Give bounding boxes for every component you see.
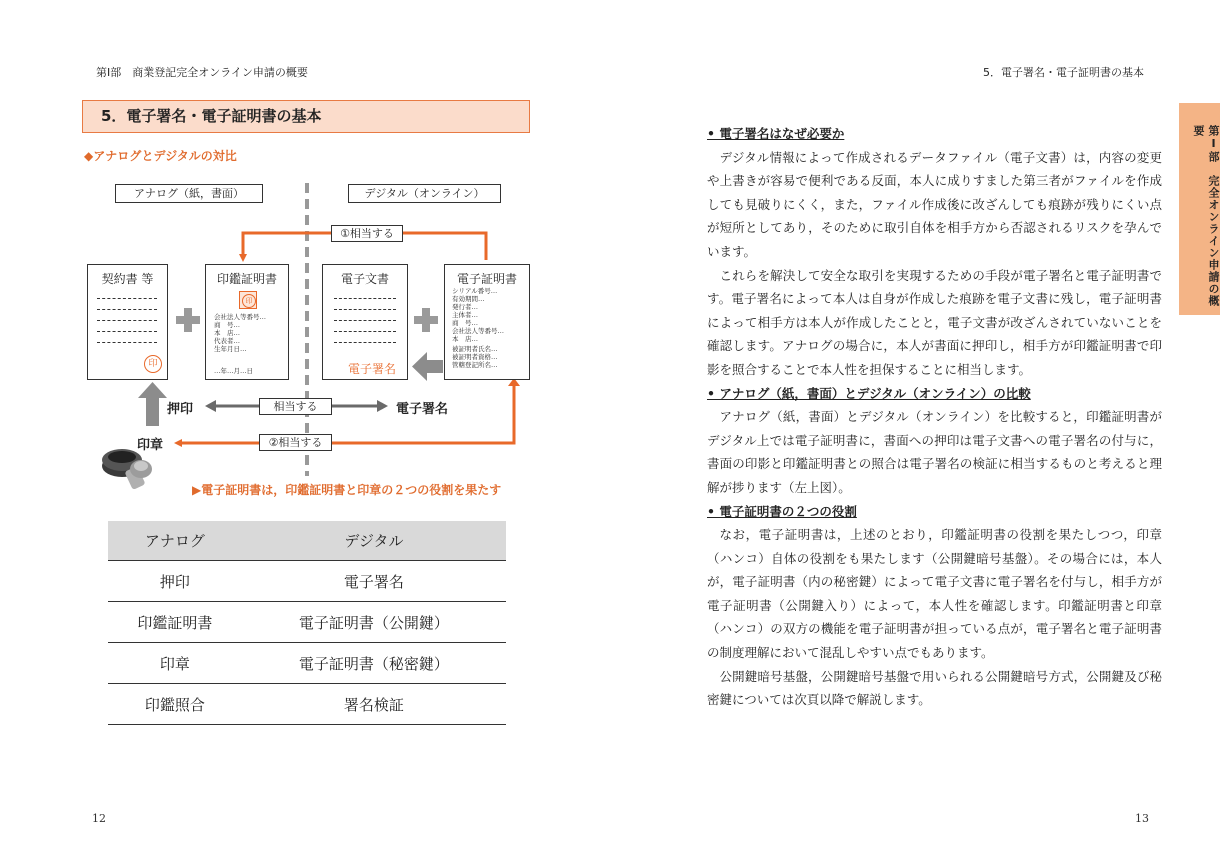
seal-mark-icon: 印: [242, 294, 256, 308]
correspond-arrow-2: [178, 385, 514, 443]
table-cell: 押印: [108, 561, 242, 602]
diagram-caption: ▶電子証明書は，印鑑証明書と印章の２つの役割を果たす: [192, 483, 502, 497]
table-cell: 署名検証: [242, 684, 506, 725]
seal-cert-line: …年…月…日: [214, 367, 253, 375]
table-header: アナログ: [108, 521, 242, 561]
plus-icon-left: [176, 308, 200, 332]
e-cert-line: 有効期間…: [452, 295, 485, 303]
e-cert-line: シリアル番号…: [452, 287, 498, 295]
e-cert-line: 主体者…: [452, 311, 478, 319]
seal-impression-icon: 印: [144, 355, 162, 373]
body-text: [707, 122, 1162, 712]
e-cert-line: 会社法人等番号…: [452, 327, 504, 335]
e-doc-title: 電子文書: [340, 272, 389, 286]
comparison-table: [108, 521, 506, 725]
table-row: [108, 602, 506, 643]
side-tab-text: 第Ⅰ部 完全オンライン申請の概要: [1192, 125, 1220, 307]
table-cell: 電子署名: [242, 561, 506, 602]
e-cert-title: 電子証明書: [456, 272, 517, 286]
correspond-label-2: ②相当する: [259, 434, 332, 451]
section-heading: • 電子証明書の２つの役割: [707, 503, 857, 519]
seal-stamp-illustration: [102, 449, 152, 490]
seal-cert-title: 印鑑証明書: [216, 272, 277, 286]
push-seal-label: 押印: [167, 402, 194, 417]
seal-stamp-label: 印章: [137, 438, 164, 453]
paragraph: アナログ（紙，書面）とデジタル（オンライン）を比較すると，印鑑証明書がデジタル上では電子証明書に，書面への押印は電子文書への電子署名の付与に，書面の印影と印鑑証明書との照合は電子署名の検証に相当するものと考えると理解が捗ります（左上図）。: [707, 409, 1162, 495]
e-cert-line: 被証明者資格…: [452, 353, 498, 361]
electronic-document: [322, 264, 408, 380]
e-cert-line: 発行者…: [452, 303, 478, 311]
e-cert-line: 商 号…: [452, 319, 478, 327]
e-signature-label: 電子署名: [396, 402, 449, 417]
e-signature-stamp: 電子署名: [348, 362, 397, 376]
analog-label: アナログ（紙，書面）: [115, 184, 263, 203]
paragraph: これらを解決して安全な取引を実現するための手段が電子署名と電子証明書です。電子署名によって本人は自身が作成した痕跡を電子文書に残し，電子証明書によって相手方は本人が作成したことと，電子文書が改ざんされていないことを確認します。アナログの場合に，本人が書面に押印し，相手方が印鑑証明書で印影を照合することで本人性を担保することに相当します。: [707, 267, 1162, 377]
diagram-subheading: ◆アナログとデジタルの対比: [84, 149, 237, 163]
seal-cert-line: 本 店…: [214, 329, 240, 337]
contract-title: 契約書 等: [101, 272, 154, 286]
e-cert-line: 本 店…: [452, 335, 478, 343]
table-cell: 印鑑照合: [108, 684, 242, 725]
table-header: デジタル: [242, 521, 506, 561]
e-cert-line: 被証明者氏名…: [452, 345, 498, 353]
right-page-number: 13: [1135, 812, 1149, 825]
left-page-number: 12: [92, 812, 106, 825]
section-heading: • 電子署名はなぜ必要か: [707, 126, 845, 141]
seal-cert-line: 商 号…: [214, 321, 240, 329]
table-cell: 印鑑証明書: [108, 602, 242, 643]
table-cell: 電子証明書（公開鍵）: [242, 602, 506, 643]
e-cert-line: 管轄登記所名…: [452, 361, 498, 369]
table-row: [108, 561, 506, 602]
seal-certificate-document: [205, 264, 289, 380]
table-row: [108, 684, 506, 725]
paragraph: なお，電子証明書は，上述のとおり，印鑑証明書の役割を果たしつつ，印章（ハンコ）自体の役割をも果たします（公開鍵暗号基盤）。その場合には，本人が，電子証明書（内の秘密鍵）によって電子文書に電子署名を付与し，相手方が電子証明書（公開鍵入り）によって，本人性を確認します。印鑑証明書と印章（ハンコ）の双方の機能を電子証明書が担っている点が，電子署名と電子証明書の制度理解において混乱しやすい点でもあります。: [707, 527, 1162, 661]
seal-stamp-box: [239, 291, 257, 309]
part-side-tab: [1179, 103, 1220, 315]
digital-label: デジタル（オンライン）: [348, 184, 501, 203]
seal-cert-line: 代表者…: [214, 337, 240, 345]
paragraph: 公開鍵暗号基盤，公開鍵暗号基盤で用いられる公開鍵暗号方式，公開鍵及び秘密鍵については次頁以降で解説します。: [707, 668, 1162, 708]
electronic-certificate-document: [444, 264, 530, 380]
left-running-head: 第Ⅰ部 商業登記完全オンライン申請の概要: [96, 66, 308, 79]
table-cell: 電子証明書（秘密鍵）: [242, 643, 506, 684]
right-running-head: 5．電子署名・電子証明書の基本: [983, 66, 1144, 79]
correspond-label-mid: 相当する: [259, 398, 332, 415]
cert-to-doc-arrow: [425, 360, 443, 373]
contract-document: [87, 264, 168, 380]
table-cell: 印章: [108, 643, 242, 684]
section-heading: • アナログ（紙，書面）とデジタル（オンライン）の比較: [707, 385, 1031, 401]
stamp-up-arrow: [146, 396, 159, 426]
correspond-label-1: ①相当する: [331, 225, 403, 242]
table-row: [108, 643, 506, 684]
seal-cert-line: 生年月日…: [214, 345, 247, 353]
paragraph: デジタル情報によって作成されるデータファイル（電子文書）は，内容の変更や上書きが容易で便利である反面，本人に成りすました第三者がファイルを作成しても見破りにくく，また，ファイル作成後に改ざんしても痕跡が残りにくい点が短所としてあり，そのために取引自体を相手方から否認されるリスクを孕んでいます。: [707, 149, 1162, 259]
seal-cert-line: 会社法人等番号…: [214, 313, 266, 321]
plus-icon-right: [414, 308, 438, 332]
section-title: 5．電子署名・電子証明書の基本: [82, 100, 530, 133]
